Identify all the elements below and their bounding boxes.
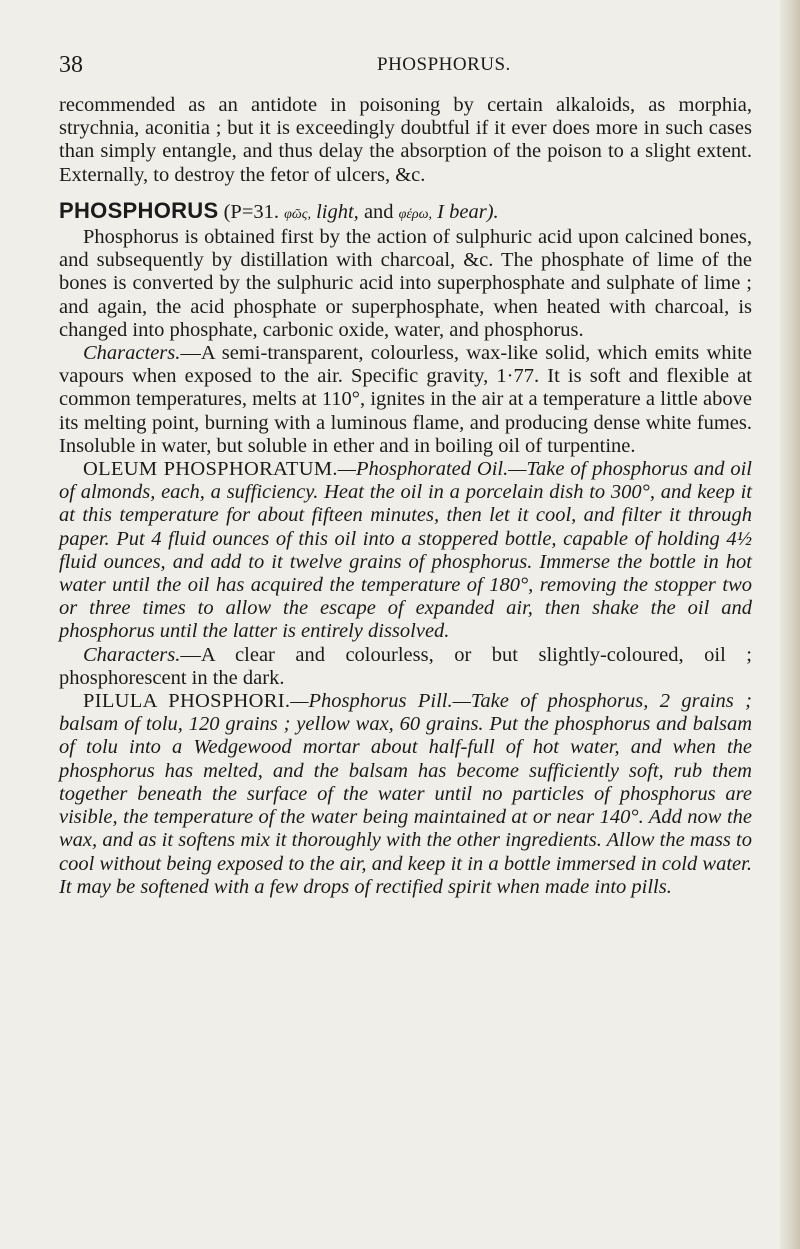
- characters-paragraph-1: [59, 342, 752, 458]
- heading-title: PHOSPHORUS: [59, 197, 219, 223]
- pilula-name: PILULA PHOSPHORI.: [83, 690, 291, 713]
- obtained-paragraph: Phosphorus is obtained first by the action of sulphuric acid upon calcined bones, and subsequently by distillation with charcoal, &c. The phosphate of lime of the bones is converted by the sulphuric acid into superphosphate and sulphate of lime ; and again, the acid phosphate or superphosphate, when heated with charcoal, is changed into phosphate, carbonic oxide, water, and phosphorus.: [59, 226, 752, 341]
- greek-word-bear: φέρω,: [398, 206, 433, 222]
- heading-and: and: [363, 200, 394, 223]
- characters-label: Characters.: [83, 342, 181, 365]
- oleum-paragraph: [59, 458, 752, 644]
- page-number: 38: [59, 52, 83, 78]
- heading-formula: (P=31.: [223, 200, 280, 223]
- gloss-light: light,: [316, 200, 359, 223]
- page-edge-shadow: [780, 0, 800, 1249]
- running-header: [59, 52, 752, 86]
- gloss-bear: I bear).: [437, 200, 499, 223]
- characters-paragraph-2: [59, 644, 752, 690]
- oleum-name: OLEUM PHOSPHORATUM.: [83, 458, 338, 481]
- running-title: PHOSPHORUS.: [377, 54, 511, 75]
- oleum-text: —Phosphorated Oil.—Take of phosphorus and oil of almonds, each, a sufficiency. Heat the oil in a porcelain dish to 300°, and keep it at this temperature for about fifteen minutes, then let it cool, and filter it through paper. Put 4 fluid ounces of this oil into a stoppered bottle, capable of holding 4½ fluid ounces, and add to it twelve grains of phosphorus. Immerse the bottle in hot water until the oil has acquired the temperature of 180°, removing the stopper two or three times to allow the escape of expanded air, then shake the oil and phosphorus until the latter is entirely dissolved.: [59, 458, 752, 643]
- pilula-text: —Phosphorus Pill.—Take of phosphorus, 2 grains ; balsam of tolu, 120 grains ; yellow wax, 60 grains. Put the phosphorus and balsam of tolu into a Wedgewood mortar about half-full of hot water, and when the phosphorus has melted, and the balsam has become sufficiently soft, rub them together beneath the surface of the water until no particles of phosphorus are visible, the temperature of the water being maintained at or near 140°. Add now the wax, and as it softens mix it thoroughly with the other ingredients. Allow the mass to cool without being exposed to the air, and keep it in a bottle immersed in cold water. It may be softened with a few drops of rectified spirit when made into pills.: [59, 690, 752, 898]
- intro-paragraph: recommended as an antidote in poisoning by certain alkaloids, as morphia, strychnia, aconitia ; but it is exceedingly doubtful if it ever does more in such cases than simply entangle, and thus delay the absorption of the poison to a slight extent. Externally, to destroy the fetor of ulcers, &c.: [59, 94, 752, 186]
- phosphorus-heading: [59, 199, 752, 226]
- characters-text-2: —A clear and colourless, or but slightly-coloured, oil ; phosphorescent in the dark.: [59, 643, 752, 689]
- characters-label-2: Characters.: [83, 643, 181, 666]
- characters-text: —A semi-transparent, colourless, wax-like solid, which emits white vapours when exposed to the air. Specific gravity, 1·77. It is soft and flexible at common temperatures, melts at 110°, ignites in the air at a temperature a little above its melting point, burning with a luminous flame, and producing dense white fumes. Insoluble in water, but soluble in ether and in boiling oil of turpentine.: [59, 342, 752, 457]
- pilula-paragraph: [59, 690, 752, 899]
- greek-word-light: φῶς,: [284, 206, 311, 222]
- body-text: [59, 94, 752, 899]
